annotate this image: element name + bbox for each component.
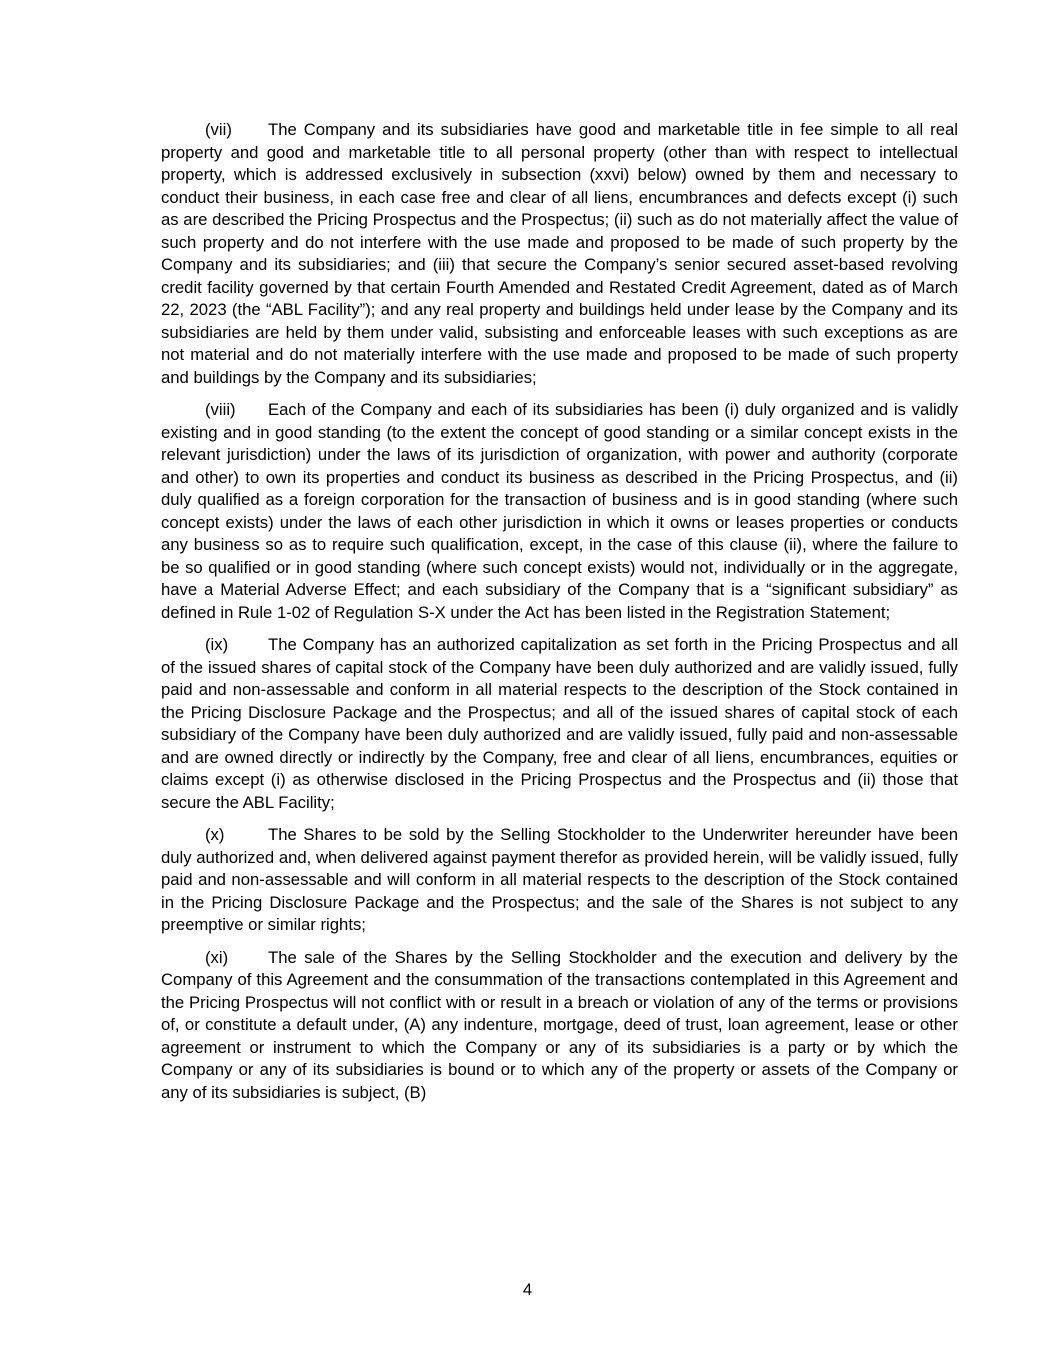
clause-vii-text: The Company and its subsidiaries have good and marketable title in fee simple to all real property and good and marketable title to all personal property (other than with respect to intellectual property, which is addressed exclusively in subsection (xxvi) below) owned by them and necessary to conduct their business, in each case free and clear of all liens, encumbrances and defects except (i) such as are described the Pricing Prospectus and the Prospectus; (ii) such as do not materially affect the value of such property and do not interfere with the use made and proposed to be made of such property by the Company and its subsidiaries; and (iii) that secure the Company’s senior secured asset-based revolving credit facility governed by that certain Fourth Amended and Restated Credit Agreement, dated as of March 22, 2023 (the “ABL Facility”); and any real property and buildings held under lease by the Company and its subsidiaries are held by them under valid, subsisting and enforceable leases with such exceptions as are not material and do not materially interfere with the use made and proposed to be made of such property and buildings by the Company and its subsidiaries; [161, 120, 958, 387]
clause-viii-text: Each of the Company and each of its subsidiaries has been (i) duly organized and is validly existing and in good standing (to the extent the concept of good standing or a similar concept exists in the relevant jurisdiction) under the laws of its jurisdiction of organization, with power and authority (corporate and other) to own its properties and conduct its business as described in the Pricing Prospectus, and (ii) duly qualified as a foreign corporation for the transaction of business and is in good standing (where such concept exists) under the laws of each other jurisdiction in which it owns or leases properties or conducts any business so as to require such qualification, except, in the case of this clause (ii), where the failure to be so qualified or in good standing (where such concept exists) would not, individually or in the aggregate, have a Material Adverse Effect; and each subsidiary of the Company that is a “significant subsidiary” as defined in Rule 1-02 of Regulation S-X under the Act has been listed in the Registration Statement; [161, 400, 958, 622]
document-body [161, 119, 958, 1114]
clause-ix [161, 634, 958, 814]
clause-xi [161, 947, 958, 1105]
clause-x [161, 824, 958, 937]
page-number: 4 [522, 1280, 533, 1299]
clause-ix-text: The Company has an authorized capitalization as set forth in the Pricing Prospectus and all of the issued shares of capital stock of the Company have been duly authorized and are validly issued, fully paid and non-assessable and conform in all material respects to the description of the Stock contained in the Pricing Disclosure Package and the Prospectus; and all of the issued shares of capital stock of each subsidiary of the Company have been duly authorized and are validly issued, fully paid and non-assessable and are owned directly or indirectly by the Company, free and clear of all liens, encumbrances, equities or claims except (i) as otherwise disclosed in the Pricing Prospectus and the Prospectus and (ii) those that secure the ABL Facility; [161, 635, 958, 812]
clause-x-text: The Shares to be sold by the Selling Stockholder to the Underwriter hereunder have been duly authorized and, when delivered against payment therefor as provided herein, will be validly issued, fully paid and non-assessable and will conform in all material respects to the description of the Stock contained in the Pricing Disclosure Package and the Prospectus; and the sale of the Shares is not subject to any preemptive or similar rights; [161, 825, 958, 934]
clause-x-number: (x) [205, 825, 225, 844]
clause-viii [161, 399, 958, 624]
clause-xi-number: (xi) [205, 947, 229, 967]
clause-vii-number: (vii) [205, 120, 232, 139]
clause-vii [161, 119, 958, 389]
clause-xi-text: The sale of the Shares by the Selling Stockholder and the execution and delivery by the Company of this Agreement and the consummation of the transactions contemplated in this Agreement and the Pricing Prospectus will not conflict with or result in a breach or violation of any of the terms or provisions of, or constitute a default under, (A) any indenture, mortgage, deed of trust, loan agreement, lease or other agreement or instrument to which the Company or any of its subsidiaries is a party or by which the Company or any of its subsidiaries is bound or to which any of the property or assets of the Company or any of its subsidiaries is subject, (B) [161, 947, 958, 1102]
clause-viii-number: (viii) [205, 400, 236, 419]
clause-ix-number: (ix) [205, 635, 229, 654]
